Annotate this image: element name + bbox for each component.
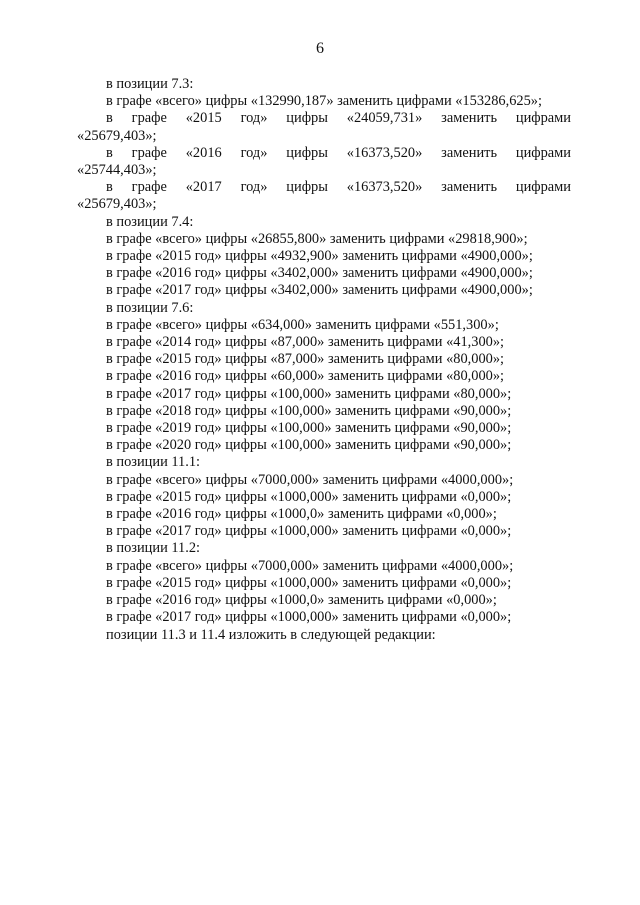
text-line: в графе «всего» цифры «26855,800» заменить цифрами «29818,900»; bbox=[106, 230, 528, 247]
text-line: в графе «2015 год» цифры «24059,731» заменить цифрами bbox=[106, 110, 571, 127]
text-line: в позиции 11.1: bbox=[106, 454, 201, 471]
text-line: «25744,403»; bbox=[77, 162, 157, 179]
text-line: в графе «2016 год» цифры «1000,0» заменить цифрами «0,000»; bbox=[106, 592, 497, 609]
document-body bbox=[77, 76, 571, 644]
text-line: в графе «2016 год» цифры «3402,000» заменить цифрами «4900,000»; bbox=[106, 265, 533, 282]
text-line: в графе «всего» цифры «634,000» заменить цифрами «551,300»; bbox=[106, 316, 499, 333]
page-number: 6 bbox=[316, 40, 324, 57]
text-line: в графе «всего» цифры «7000,000» заменить цифрами «4000,000»; bbox=[106, 471, 514, 488]
text-line: позиции 11.3 и 11.4 изложить в следующей редакции: bbox=[106, 626, 436, 643]
text-line: в графе «2016 год» цифры «1000,0» заменить цифрами «0,000»; bbox=[106, 506, 497, 523]
text-line: в графе «2015 год» цифры «4932,900» заменить цифрами «4900,000»; bbox=[106, 248, 533, 265]
text-line: в позиции 7.3: bbox=[106, 76, 194, 92]
text-line: в графе «2014 год» цифры «87,000» заменить цифрами «41,300»; bbox=[106, 334, 505, 351]
text-line: в позиции 7.4: bbox=[106, 213, 194, 230]
text-line: в графе «2017 год» цифры «100,000» заменить цифрами «80,000»; bbox=[106, 385, 512, 402]
text-line: в графе «2017 год» цифры «16373,520» заменить цифрами bbox=[106, 179, 571, 196]
text-line: в графе «2017 год» цифры «1000,000» заменить цифрами «0,000»; bbox=[106, 609, 512, 626]
text-line: в позиции 11.2: bbox=[106, 540, 201, 557]
text-line: в графе «2015 год» цифры «1000,000» заменить цифрами «0,000»; bbox=[106, 488, 512, 505]
text-line: в графе «всего» цифры «132990,187» заменить цифрами «153286,625»; bbox=[106, 93, 542, 110]
text-line: в графе «2018 год» цифры «100,000» заменить цифрами «90,000»; bbox=[106, 402, 512, 419]
text-line: в графе «2017 год» цифры «3402,000» заменить цифрами «4900,000»; bbox=[106, 282, 533, 299]
text-line: в графе «2016 год» цифры «16373,520» заменить цифрами bbox=[106, 144, 571, 161]
text-line: «25679,403»; bbox=[77, 196, 157, 213]
text-line: в графе «2019 год» цифры «100,000» заменить цифрами «90,000»; bbox=[106, 420, 512, 437]
text-line: «25679,403»; bbox=[77, 127, 157, 144]
text-line: в позиции 7.6: bbox=[106, 299, 194, 316]
text-line: в графе «2016 год» цифры «60,000» заменить цифрами «80,000»; bbox=[106, 368, 505, 385]
text-line: в графе «2017 год» цифры «1000,000» заменить цифрами «0,000»; bbox=[106, 523, 512, 540]
text-line: в графе «всего» цифры «7000,000» заменить цифрами «4000,000»; bbox=[106, 557, 514, 574]
text-line: в графе «2015 год» цифры «1000,000» заменить цифрами «0,000»; bbox=[106, 574, 512, 591]
text-line: в графе «2015 год» цифры «87,000» заменить цифрами «80,000»; bbox=[106, 351, 505, 368]
text-line: в графе «2020 год» цифры «100,000» заменить цифрами «90,000»; bbox=[106, 437, 512, 454]
